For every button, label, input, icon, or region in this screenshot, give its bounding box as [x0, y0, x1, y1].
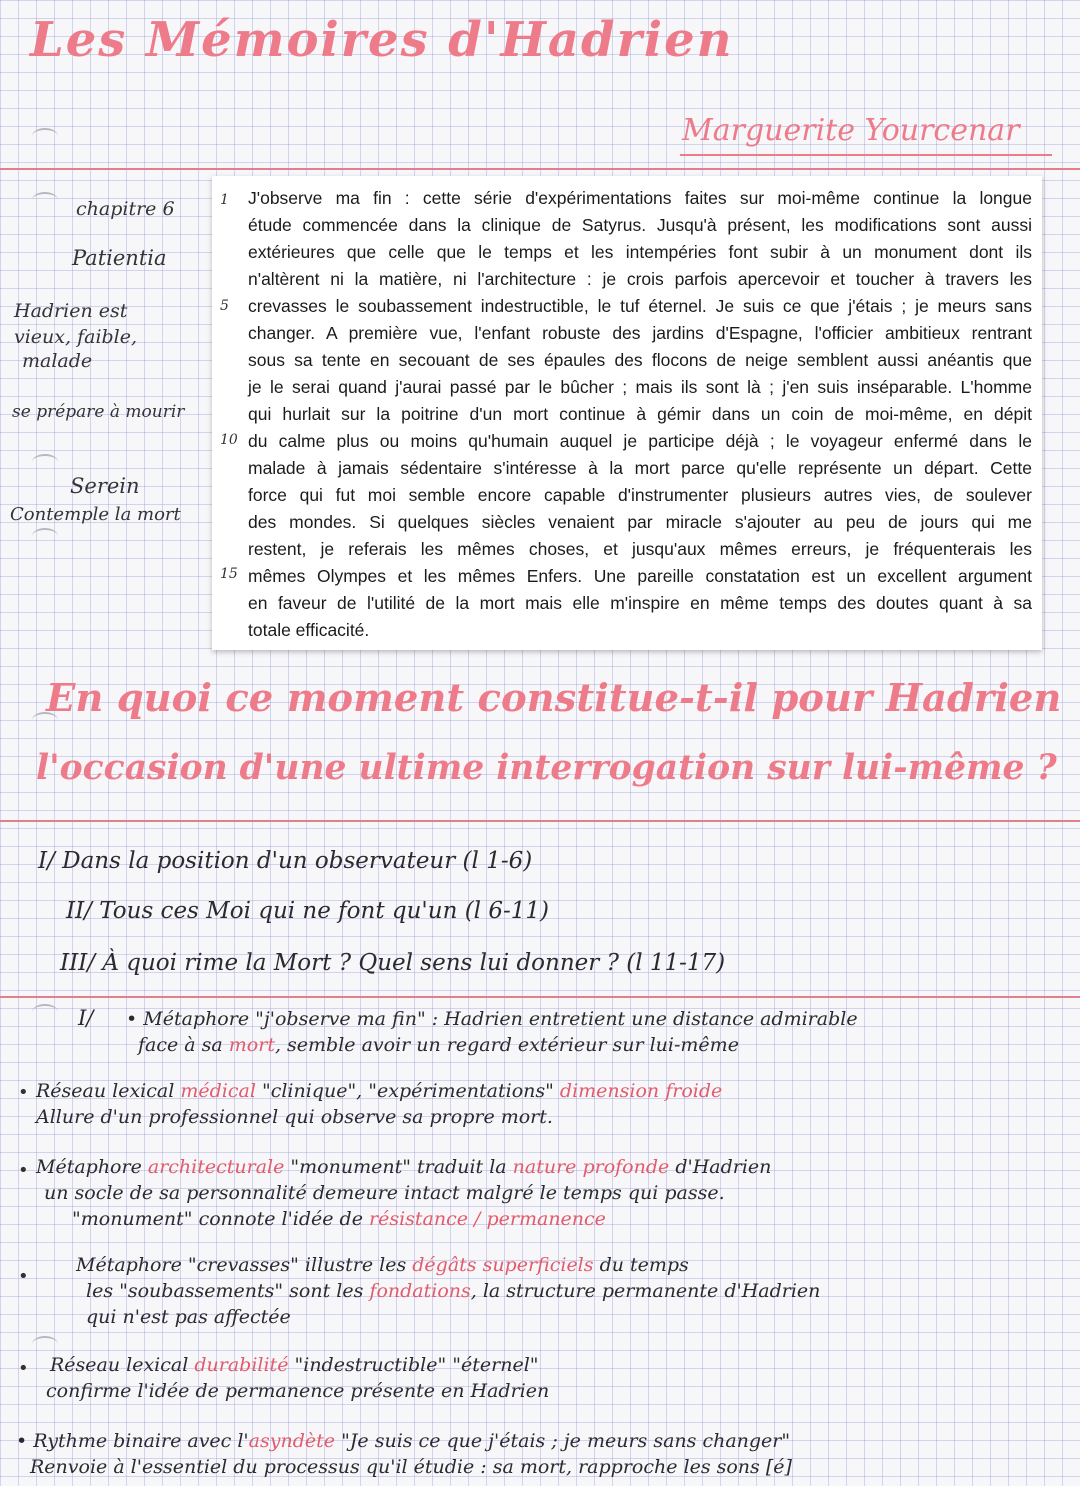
- excerpt-line: étude commencée dans la clinique de Satyrus. Jusqu'à présent, les modifications sont aussi: [248, 215, 1032, 235]
- note-text: Réseau lexical: [50, 1354, 189, 1376]
- author-underline: [680, 154, 1052, 156]
- excerpt-line: totale efficacité.: [248, 620, 370, 640]
- note-text: • Rythme binaire avec l': [16, 1430, 249, 1452]
- section-rule: [0, 996, 1080, 998]
- line-number: 5: [220, 298, 229, 314]
- problem-question-line: En quoi ce moment constitue-t-il pour Hadrien: [46, 676, 1062, 721]
- excerpt-line: mêmes Olympes et les mêmes Enfers. Une pareille constatation est un excellent argument: [248, 566, 1032, 586]
- plan-part-2: II/ Tous ces Moi qui ne font qu'un (l 6-11): [66, 898, 549, 924]
- note-line: [86, 1280, 820, 1302]
- note-line: un socle de sa personnalité demeure intact malgré le temps qui passe.: [44, 1182, 725, 1204]
- note-text: "monument" connote l'idée de: [72, 1208, 363, 1230]
- margin-note: vieux, faible,: [14, 326, 138, 348]
- excerpt-line: sous sa tente en secouant de ses épaules des flocons de neige semblent aussi anéantis que: [248, 350, 1032, 370]
- plan-part-1: I/ Dans la position d'un observateur (l 1-6): [38, 848, 533, 874]
- excerpt-line: restent, je referais les mêmes choses, et jusqu'aux mêmes erreurs, je fréquenterais les: [248, 539, 1032, 559]
- note-line: [76, 1254, 689, 1276]
- note-line: confirme l'idée de permanence présente en Hadrien: [46, 1380, 550, 1402]
- page-title: Les Mémoires d'Hadrien: [30, 12, 734, 68]
- binder-hole: [32, 128, 58, 144]
- note-line: • Métaphore "j'observe ma fin" : Hadrien entretient une distance admirable: [126, 1008, 858, 1030]
- note-line: [72, 1208, 606, 1230]
- binder-hole: [32, 1004, 58, 1020]
- note-line: [50, 1354, 539, 1376]
- note-highlight: résistance / permanence: [369, 1208, 606, 1230]
- note-line: [16, 1430, 790, 1452]
- note-line: Renvoie à l'essentiel du processus qu'il étudie : sa mort, rapproche les sons [é]: [30, 1456, 792, 1478]
- bullet-dot: •: [18, 1358, 29, 1379]
- note-highlight: architecturale: [147, 1156, 285, 1178]
- margin-note: se prépare à mourir: [12, 402, 185, 422]
- note-text: Métaphore: [36, 1156, 142, 1178]
- bullet-dot: •: [18, 1082, 29, 1103]
- excerpt-line: changer. A première vue, l'enfant robuste des jardins d'Espagne, l'officier ambitieux rentrant: [248, 323, 1032, 343]
- margin-note: Contemple la mort: [10, 504, 181, 525]
- binder-hole: [32, 528, 58, 544]
- note-line: qui n'est pas affectée: [86, 1306, 291, 1328]
- section-rule: [0, 820, 1080, 822]
- note-highlight: durabilité: [194, 1354, 289, 1376]
- plan-part-3: III/ À quoi rime la Mort ? Quel sens lui donner ? (l 11-17): [60, 950, 726, 976]
- excerpt-line: J'observe ma fin : cette série d'expérimentations faites sur moi-même continue la longue: [248, 188, 1032, 208]
- bullet-dot: •: [18, 1266, 29, 1287]
- binder-hole: [32, 192, 58, 208]
- note-text: "Je suis ce que j'étais ; je meurs sans changer": [341, 1430, 791, 1452]
- note-highlight: fondations: [369, 1280, 471, 1302]
- excerpt-line: du calme plus ou moins qu'humain auquel je participe déjà ; le voyageur enfermé dans le: [248, 431, 1032, 451]
- chapter-label: chapitre 6: [76, 198, 175, 220]
- excerpt-paper: [212, 176, 1042, 650]
- bullet-dot: •: [18, 1160, 29, 1181]
- excerpt-line: extérieures que celle que le temps et les intempéries font subir à un monument dont ils: [248, 242, 1032, 262]
- note-line: [36, 1080, 722, 1102]
- line-number: 15: [220, 566, 238, 582]
- note-text: Métaphore "crevasses" illustre les: [76, 1254, 407, 1276]
- binder-hole: [32, 1336, 58, 1352]
- excerpt-line: je le serai quand j'aurai passé par le bûcher ; mais ils sont là ; j'en suis inséparable. L'homme: [248, 377, 1032, 397]
- excerpt-line: qui hurlait sur la poitrine d'un mort continue à gémir dans un coin de moi-même, en dépit: [248, 404, 1032, 424]
- excerpt-line: force qui fut moi semble encore capable d'instrumenter plusieurs autres vies, de soulever: [248, 485, 1032, 505]
- note-highlight: mort: [228, 1034, 275, 1056]
- note-text: , la structure permanente d'Hadrien: [470, 1280, 821, 1302]
- note-highlight: dégâts superficiels: [412, 1254, 594, 1276]
- note-highlight: médical: [180, 1080, 256, 1102]
- note-line: [36, 1156, 771, 1178]
- note-text: "clinique", "expérimentations": [261, 1080, 554, 1102]
- note-text: Réseau lexical: [36, 1080, 175, 1102]
- excerpt-line: crevasses le soubassement indestructible, le tuf éternel. Je suis ce que j'étais ; je meurs sans: [248, 296, 1032, 316]
- note-text: , semble avoir un regard extérieur sur lui-même: [274, 1034, 739, 1056]
- margin-note: Serein: [70, 474, 140, 498]
- author-name: Marguerite Yourcenar: [682, 113, 1020, 148]
- excerpt-line: des mondes. Si quelques siècles venaient par miracle s'ajouter au peu de jours qui me: [248, 512, 1032, 532]
- line-number: 10: [220, 432, 238, 448]
- excerpt-line: n'altèrent ni la matière, ni l'architecture : je crois parfois apercevoir et toucher à travers les: [248, 269, 1032, 289]
- problem-question-line: l'occasion d'une ultime interrogation sur lui-même ?: [36, 748, 1057, 788]
- note-text: du temps: [599, 1254, 689, 1276]
- note-highlight: dimension froide: [559, 1080, 723, 1102]
- note-text: "indestructible" "éternel": [294, 1354, 539, 1376]
- binder-hole: [32, 454, 58, 470]
- header-rule: [0, 168, 1080, 170]
- note-highlight: nature profonde: [512, 1156, 670, 1178]
- excerpt-line: en faveur de l'utilité de la mort mais elle m'inspire en même temps des doutes quant à sa: [248, 593, 1032, 613]
- note-text: les "soubassements" sont les: [86, 1280, 364, 1302]
- margin-note: malade: [22, 350, 93, 372]
- note-part-number: I/: [78, 1006, 94, 1030]
- note-highlight: asyndète: [248, 1430, 336, 1452]
- margin-note: Hadrien est: [14, 300, 128, 322]
- line-number: 1: [220, 192, 229, 208]
- excerpt-line: malade à jamais sédentaire s'intéresse à la mort parce qu'elle représente un départ. Cette: [248, 458, 1032, 478]
- note-text: "monument" traduit la: [290, 1156, 507, 1178]
- note-line: [138, 1034, 739, 1056]
- note-text: face à sa: [138, 1034, 223, 1056]
- note-line: Allure d'un professionnel qui observe sa propre mort.: [36, 1106, 553, 1128]
- chapter-name: Patientia: [72, 246, 167, 270]
- note-text: d'Hadrien: [675, 1156, 772, 1178]
